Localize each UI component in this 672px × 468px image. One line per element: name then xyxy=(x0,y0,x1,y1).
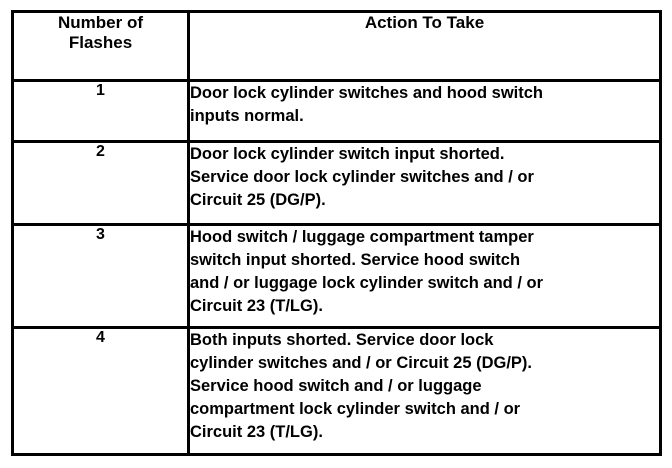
flashes-cell: 2 xyxy=(13,142,189,225)
action-cell xyxy=(189,81,661,142)
table-header-row xyxy=(13,12,661,81)
action-cell xyxy=(189,225,661,328)
action-line: cylinder switches and / or Circuit 25 (DG/P). xyxy=(190,354,533,372)
action-line: Door lock cylinder switch input shorted. xyxy=(190,145,505,163)
action-line: and / or luggage lock cylinder switch and / or xyxy=(190,274,543,292)
header-action-to-take: Action To Take xyxy=(189,12,661,81)
action-line: Hood switch / luggage compartment tamper xyxy=(190,228,534,246)
action-line: Circuit 23 (T/LG). xyxy=(190,297,323,315)
action-line: Service hood switch and / or luggage xyxy=(190,377,482,395)
action-line: switch input shorted. Service hood switch xyxy=(190,251,521,269)
action-line: Both inputs shorted. Service door lock xyxy=(190,331,494,349)
table-row xyxy=(13,142,661,225)
action-line: Circuit 25 (DG/P). xyxy=(190,191,326,209)
header-flashes-line1: Number of xyxy=(58,13,143,32)
flash-code-table xyxy=(11,10,662,456)
flashes-cell: 4 xyxy=(13,328,189,455)
action-line: Door lock cylinder switches and hood switch xyxy=(190,84,543,102)
action-cell xyxy=(189,142,661,225)
header-flashes-line2: Flashes xyxy=(68,33,133,52)
action-line: compartment lock cylinder switch and / or xyxy=(190,400,521,418)
action-line: inputs normal. xyxy=(190,107,304,125)
flashes-cell: 3 xyxy=(13,225,189,328)
table-row xyxy=(13,328,661,455)
action-line: Service door lock cylinder switches and / or xyxy=(190,168,534,186)
table-row xyxy=(13,225,661,328)
action-cell xyxy=(189,328,661,455)
action-line: Circuit 23 (T/LG). xyxy=(190,423,323,441)
header-number-of-flashes xyxy=(13,12,189,81)
flashes-cell: 1 xyxy=(13,81,189,142)
table-row xyxy=(13,81,661,142)
